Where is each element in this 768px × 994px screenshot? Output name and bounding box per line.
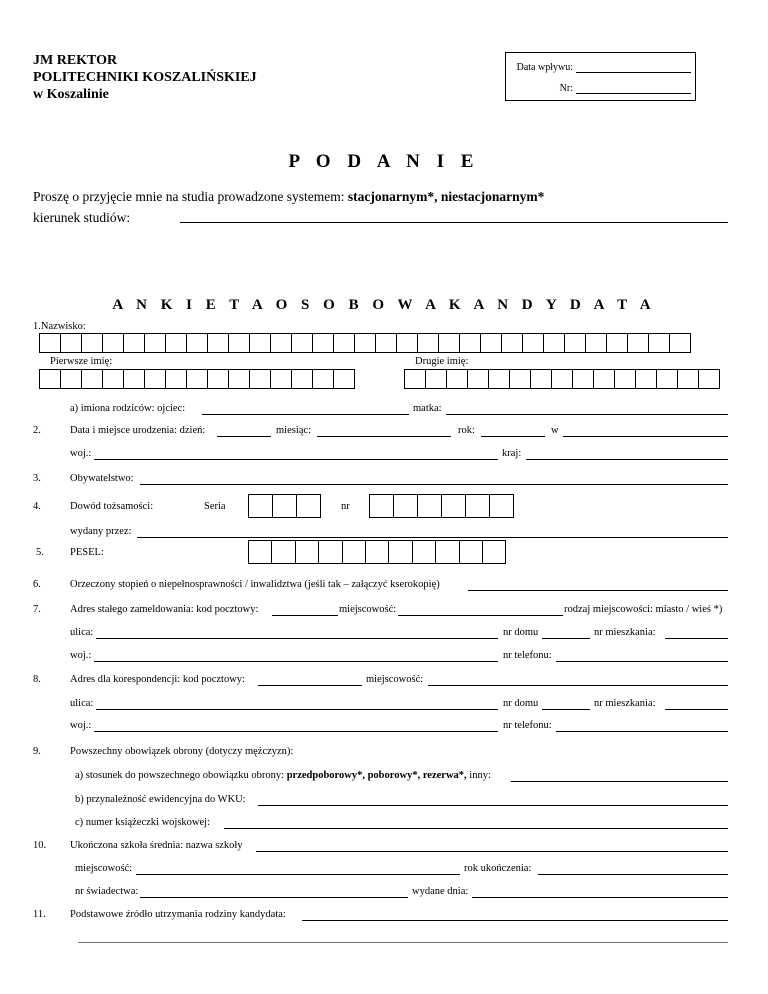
character-box[interactable]	[669, 333, 691, 353]
corr-postcode-field[interactable]	[258, 685, 362, 686]
intro-text: Proszę o przyjęcie mnie na studia prowadzone systemem:	[33, 189, 348, 204]
income-source-field[interactable]	[302, 920, 728, 921]
character-box[interactable]	[248, 494, 273, 518]
corr-address-label: Adres dla korespondencji: kod pocztowy:	[70, 674, 245, 685]
perm-street-field[interactable]	[96, 638, 498, 639]
first-name-grid[interactable]	[39, 369, 355, 389]
school-label: Ukończona szkoła średnia: nazwa szkoły	[70, 840, 243, 851]
inbox-nr-row	[510, 83, 691, 94]
inbox-date-row	[510, 62, 691, 73]
birth-place-field[interactable]	[563, 436, 728, 437]
military-other-label: inny:	[466, 770, 491, 781]
corr-woj-field[interactable]	[94, 731, 498, 732]
birth-country-field[interactable]	[526, 459, 728, 460]
character-box[interactable]	[606, 333, 628, 353]
character-box[interactable]	[165, 333, 187, 353]
recipient-line-3: w Koszalinie	[33, 87, 109, 102]
character-box[interactable]	[467, 369, 489, 389]
character-box[interactable]	[60, 333, 82, 353]
kierunek-label: kierunek studiów:	[33, 210, 131, 225]
character-box[interactable]	[60, 369, 82, 389]
character-box[interactable]	[123, 369, 145, 389]
character-box[interactable]	[677, 369, 699, 389]
school-place-label: miejscowość:	[75, 863, 133, 874]
grad-year-field[interactable]	[538, 874, 728, 875]
character-box[interactable]	[425, 369, 447, 389]
birth-label: Data i miejsce urodzenia: dzień:	[70, 425, 206, 436]
character-box[interactable]	[144, 333, 166, 353]
perm-house-label: nr domu	[503, 627, 539, 638]
perm-place-label: miejscowość:	[339, 604, 397, 615]
character-box[interactable]	[459, 540, 483, 564]
character-box[interactable]	[593, 369, 615, 389]
section-7-number: 7.	[33, 604, 41, 615]
place-type-label: rodzaj miejscowości: miasto / wieś *)	[564, 604, 723, 615]
birth-day-field[interactable]	[217, 436, 271, 437]
birth-place-label: w	[551, 425, 559, 436]
wku-field[interactable]	[258, 805, 728, 806]
character-box[interactable]	[522, 333, 544, 353]
character-box[interactable]	[312, 333, 334, 353]
mother-label: matka:	[413, 403, 442, 414]
second-name-label: Drugie imię:	[415, 356, 469, 367]
surname-label: 1.Nazwisko:	[33, 321, 86, 332]
military-other-field[interactable]	[511, 781, 728, 782]
school-place-field[interactable]	[136, 874, 460, 875]
section-4-number: 4.	[33, 501, 41, 512]
character-box[interactable]	[404, 369, 426, 389]
character-box[interactable]	[417, 333, 439, 353]
character-box[interactable]	[635, 369, 657, 389]
military-label: Powszechny obowiązek obrony (dotyczy mężczyzn):	[70, 746, 294, 757]
character-box[interactable]	[270, 369, 292, 389]
character-box[interactable]	[228, 369, 250, 389]
character-box[interactable]	[509, 369, 531, 389]
recipient-line-2: POLITECHNIKI KOSZALIŃSKIEJ	[33, 70, 257, 85]
corr-place-label: miejscowość:	[366, 674, 424, 685]
section-8-number: 8.	[33, 674, 41, 685]
character-box[interactable]	[291, 333, 313, 353]
character-box[interactable]	[365, 540, 389, 564]
second-name-grid[interactable]	[404, 369, 720, 389]
first-name-label: Pierwsze imię:	[50, 356, 113, 367]
character-box[interactable]	[207, 369, 229, 389]
recipient-line-1: JM REKTOR	[33, 53, 118, 68]
character-box[interactable]	[272, 494, 297, 518]
ankieta-title: A N K I E T A O S O B O W A K A N D Y D A T A	[112, 297, 656, 313]
character-box[interactable]	[333, 369, 355, 389]
corr-street-label: ulica:	[70, 698, 94, 709]
income-source-field-line-2[interactable]	[78, 942, 728, 943]
podanie-title: P O D A N I E	[288, 151, 480, 172]
character-box[interactable]	[396, 333, 418, 353]
section-9-number: 9.	[33, 746, 41, 757]
mother-field[interactable]	[446, 414, 728, 415]
school-name-field[interactable]	[256, 851, 728, 852]
perm-address-label: Adres stałego zameldowania: kod pocztowy:	[70, 604, 259, 615]
grad-year-label: rok ukończenia:	[464, 863, 532, 874]
birth-month-field[interactable]	[317, 436, 451, 437]
character-box[interactable]	[656, 369, 678, 389]
birth-year-label: rok:	[458, 425, 475, 436]
perm-phone-label: nr telefonu:	[503, 650, 552, 661]
character-box[interactable]	[296, 494, 321, 518]
section-10-number: 10.	[33, 840, 47, 851]
military-status-label: a) stosunek do powszechnego obowiązku obrony:	[75, 770, 287, 781]
perm-street-label: ulica:	[70, 627, 94, 638]
character-box[interactable]	[39, 369, 61, 389]
corr-flat-label: nr mieszkania:	[594, 698, 656, 709]
character-box[interactable]	[318, 540, 342, 564]
corr-house-field[interactable]	[542, 709, 590, 710]
perm-phone-field[interactable]	[556, 661, 728, 662]
character-box[interactable]	[186, 333, 208, 353]
character-box[interactable]	[39, 333, 61, 353]
perm-house-field[interactable]	[542, 638, 590, 639]
character-box[interactable]	[333, 333, 355, 353]
character-box[interactable]	[585, 333, 607, 353]
character-box[interactable]	[572, 369, 594, 389]
character-box[interactable]	[441, 494, 466, 518]
issued-on-label: wydane dnia:	[412, 886, 469, 897]
birth-country-label: kraj:	[502, 448, 522, 459]
study-mode-options: stacjonarnym*, niestacjonarnym*	[347, 189, 545, 204]
corr-woj-label: woj.:	[70, 720, 92, 731]
perm-woj-field[interactable]	[94, 661, 498, 662]
birth-woj-label: woj.:	[70, 448, 92, 459]
character-box[interactable]	[102, 369, 124, 389]
inbox-nr-field[interactable]	[576, 93, 691, 94]
surname-grid[interactable]	[39, 333, 691, 353]
character-box[interactable]	[388, 540, 412, 564]
military-status-line	[75, 770, 491, 781]
character-box[interactable]	[551, 369, 573, 389]
character-box[interactable]	[312, 369, 334, 389]
section-5-number: 5.	[36, 547, 44, 558]
character-box[interactable]	[435, 540, 459, 564]
character-box[interactable]	[144, 369, 166, 389]
character-box[interactable]	[489, 494, 514, 518]
character-box[interactable]	[375, 333, 397, 353]
issued-by-label: wydany przez:	[70, 526, 132, 537]
issued-by-field[interactable]	[137, 537, 728, 538]
disability-label: Orzeczony stopień o niepełnosprawności / inwalidztwa (jeśli tak – załączyć kserokopię)	[70, 579, 440, 590]
id-series-grid[interactable]	[248, 494, 321, 518]
character-box[interactable]	[165, 369, 187, 389]
perm-place-field[interactable]	[398, 615, 563, 616]
character-box[interactable]	[102, 333, 124, 353]
character-box[interactable]	[354, 333, 376, 353]
character-box[interactable]	[369, 494, 394, 518]
character-box[interactable]	[501, 333, 523, 353]
income-source-label: Podstawowe źródło utrzymania rodziny kandydata:	[70, 909, 286, 920]
character-box[interactable]	[291, 369, 313, 389]
id-document-label: Dowód tożsamości:	[70, 501, 154, 512]
intro-line	[33, 189, 544, 205]
inbox-date-label: Data wpływu:	[516, 62, 573, 73]
corr-phone-field[interactable]	[556, 731, 728, 732]
corr-house-label: nr domu	[503, 698, 539, 709]
character-box[interactable]	[627, 333, 649, 353]
issued-on-field[interactable]	[472, 897, 728, 898]
military-book-field[interactable]	[224, 828, 728, 829]
character-box[interactable]	[207, 333, 229, 353]
character-box[interactable]	[465, 494, 490, 518]
parents-label: a) imiona rodziców: ojciec:	[70, 403, 186, 414]
cert-number-field[interactable]	[140, 897, 408, 898]
corr-flat-field[interactable]	[665, 709, 728, 710]
military-book-label: c) numer książeczki wojskowej:	[75, 817, 210, 828]
disability-field[interactable]	[468, 590, 728, 591]
character-box[interactable]	[249, 333, 271, 353]
character-box[interactable]	[482, 540, 506, 564]
pesel-grid[interactable]	[248, 540, 506, 564]
character-box[interactable]	[123, 333, 145, 353]
character-box[interactable]	[81, 369, 103, 389]
corr-street-field[interactable]	[96, 709, 498, 710]
character-box[interactable]	[480, 333, 502, 353]
character-box[interactable]	[648, 333, 670, 353]
character-box[interactable]	[295, 540, 319, 564]
character-box[interactable]	[564, 333, 586, 353]
section-2-number: 2.	[33, 425, 41, 436]
perm-flat-label: nr mieszkania:	[594, 627, 656, 638]
section-11-number: 11.	[33, 909, 46, 920]
cert-number-label: nr świadectwa:	[75, 886, 139, 897]
inbox-nr-label: Nr:	[559, 83, 573, 94]
character-box[interactable]	[543, 333, 565, 353]
recipient-header	[33, 52, 257, 103]
pesel-label: PESEL:	[70, 547, 104, 558]
perm-flat-field[interactable]	[665, 638, 728, 639]
character-box[interactable]	[248, 540, 272, 564]
character-box[interactable]	[488, 369, 510, 389]
father-field[interactable]	[202, 414, 409, 415]
citizenship-label: Obywatelstwo:	[70, 473, 134, 484]
birth-year-field[interactable]	[481, 436, 545, 437]
character-box[interactable]	[698, 369, 720, 389]
id-number-label: nr	[341, 501, 350, 512]
perm-woj-label: woj.:	[70, 650, 92, 661]
character-box[interactable]	[417, 494, 442, 518]
wku-label: b) przynależność ewidencyjna do WKU:	[75, 794, 246, 805]
character-box[interactable]	[186, 369, 208, 389]
birth-woj-field[interactable]	[94, 459, 498, 460]
corr-place-field[interactable]	[428, 685, 728, 686]
character-box[interactable]	[412, 540, 436, 564]
corr-phone-label: nr telefonu:	[503, 720, 552, 731]
perm-postcode-field[interactable]	[272, 615, 338, 616]
character-box[interactable]	[81, 333, 103, 353]
military-status-options: przedpoborowy*, poborowy*, rezerwa*,	[286, 770, 467, 781]
character-box[interactable]	[446, 369, 468, 389]
id-series-label: Seria	[204, 501, 226, 512]
character-box[interactable]	[270, 333, 292, 353]
inbox-stamp-box	[505, 52, 696, 101]
character-box[interactable]	[228, 333, 250, 353]
birth-month-label: miesiąc:	[276, 425, 311, 436]
character-box[interactable]	[614, 369, 636, 389]
character-box[interactable]	[271, 540, 295, 564]
section-3-number: 3.	[33, 473, 41, 484]
character-box[interactable]	[249, 369, 271, 389]
citizenship-field[interactable]	[140, 484, 728, 485]
section-6-number: 6.	[33, 579, 41, 590]
character-box[interactable]	[459, 333, 481, 353]
character-box[interactable]	[342, 540, 366, 564]
character-box[interactable]	[393, 494, 418, 518]
inbox-date-field[interactable]	[576, 72, 691, 73]
kierunek-field[interactable]	[180, 222, 728, 223]
character-box[interactable]	[530, 369, 552, 389]
character-box[interactable]	[438, 333, 460, 353]
id-number-grid[interactable]	[369, 494, 514, 518]
